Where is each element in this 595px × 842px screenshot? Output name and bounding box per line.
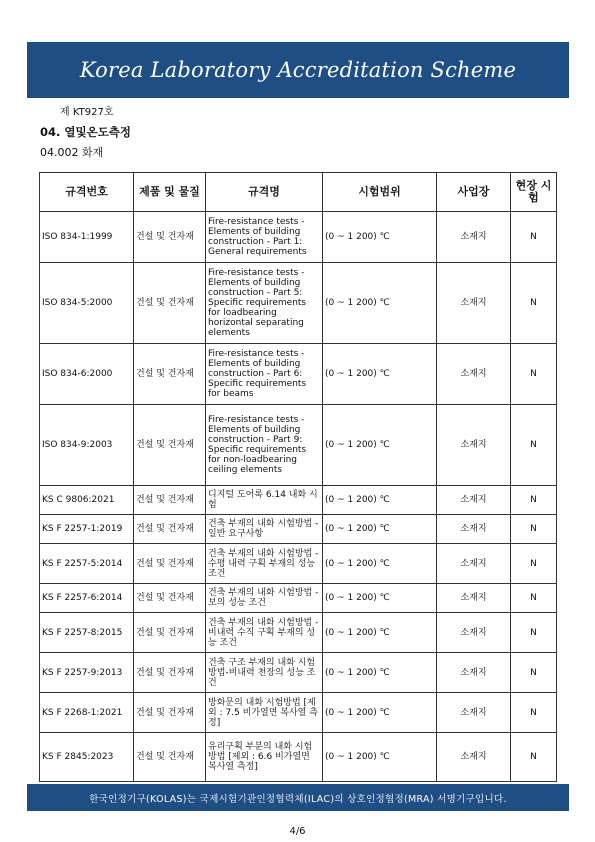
cell-site: 소재지 xyxy=(437,693,511,733)
column-header-site: 사업장 xyxy=(437,173,511,212)
column-header-standard: 규격번호 xyxy=(40,173,134,212)
cell-standard-name: 건축 부재의 내화 시험방법 -보의 성능 조건 xyxy=(206,584,323,613)
footer-text: 한국인정기구(KOLAS)는 국제시험기관인정협력체(ILAC)의 상호인정협정(MRA) 서명기구입니다. xyxy=(89,793,507,805)
table-row xyxy=(40,263,557,344)
cell-site: 소재지 xyxy=(437,405,511,486)
cell-site: 소재지 xyxy=(437,263,511,344)
cell-site: 소재지 xyxy=(437,613,511,653)
cell-onsite: N xyxy=(511,584,557,613)
cell-product: 건설 및 건자재 xyxy=(134,584,206,613)
cell-test-range: (0 ~ 1 200) ℃ xyxy=(323,405,437,486)
cell-standard: ISO 834-1:1999 xyxy=(40,212,134,263)
cell-test-range: (0 ~ 1 200) ℃ xyxy=(323,515,437,544)
table-row xyxy=(40,613,557,653)
cell-standard: KS F 2257-5:2014 xyxy=(40,544,134,584)
column-header-product: 제품 및 물질 xyxy=(134,173,206,212)
cell-test-range: (0 ~ 1 200) ℃ xyxy=(323,212,437,263)
cell-standard-name: Fire-resistance tests - Elements of building construction - Part 1: General requirements xyxy=(206,212,323,263)
cell-standard-name: 디지털 도어록 6.14 내화 시험 xyxy=(206,486,323,515)
cell-site: 소재지 xyxy=(437,515,511,544)
table-header-row xyxy=(40,173,557,212)
cell-onsite: N xyxy=(511,263,557,344)
cell-product: 건설 및 건자재 xyxy=(134,344,206,405)
cell-test-range: (0 ~ 1 200) ℃ xyxy=(323,486,437,515)
cell-test-range: (0 ~ 1 200) ℃ xyxy=(323,584,437,613)
cell-standard-name: Fire-resistance tests - Elements of building construction - Part 6: Specific requirements for beams xyxy=(206,344,323,405)
cell-test-range: (0 ~ 1 200) ℃ xyxy=(323,653,437,693)
cell-product: 건설 및 건자재 xyxy=(134,733,206,782)
cell-site: 소재지 xyxy=(437,544,511,584)
footer-banner xyxy=(27,784,569,811)
cell-standard: KS F 2257-1:2019 xyxy=(40,515,134,544)
table-row xyxy=(40,733,557,782)
cell-standard: KS F 2257-9:2013 xyxy=(40,653,134,693)
cell-site: 소재지 xyxy=(437,584,511,613)
cell-onsite: N xyxy=(511,693,557,733)
cell-standard: KS C 9806:2021 xyxy=(40,486,134,515)
cell-site: 소재지 xyxy=(437,733,511,782)
cell-product: 건설 및 건자재 xyxy=(134,613,206,653)
cell-test-range: (0 ~ 1 200) ℃ xyxy=(323,344,437,405)
column-header-onsite: 현장 시험 xyxy=(511,173,557,212)
cell-onsite: N xyxy=(511,405,557,486)
table-row xyxy=(40,405,557,486)
cell-onsite: N xyxy=(511,515,557,544)
cell-onsite: N xyxy=(511,733,557,782)
cell-onsite: N xyxy=(511,486,557,515)
cell-standard-name: 건축 구조 부재의 내화 시험방법-비내력 천장의 성능 조건 xyxy=(206,653,323,693)
cell-standard: KS F 2845:2023 xyxy=(40,733,134,782)
cell-standard: KS F 2257-6:2014 xyxy=(40,584,134,613)
column-header-name: 규격명 xyxy=(206,173,323,212)
header-banner xyxy=(27,42,569,98)
table-row xyxy=(40,344,557,405)
cell-product: 건설 및 건자재 xyxy=(134,544,206,584)
table-body xyxy=(40,212,557,782)
cell-standard: KS F 2257-8:2015 xyxy=(40,613,134,653)
cell-test-range: (0 ~ 1 200) ℃ xyxy=(323,544,437,584)
cell-product: 건설 및 건자재 xyxy=(134,653,206,693)
column-header-range: 시험범위 xyxy=(323,173,437,212)
cell-standard-name: 건축 부재의 내화 시험방법 -수평 내력 구획 부재의 성능 조건 xyxy=(206,544,323,584)
cell-standard-name: 방화문의 내화 시험방법 [제외 : 7.5 비가열면 복사열 측정] xyxy=(206,693,323,733)
cell-onsite: N xyxy=(511,653,557,693)
table-row xyxy=(40,653,557,693)
cell-standard-name: Fire-resistance tests - Elements of building construction - Part 5: Specific requirements for loadbearing horizontal separating elements xyxy=(206,263,323,344)
cell-standard: ISO 834-9:2003 xyxy=(40,405,134,486)
section-title: 04. 열및온도측정 xyxy=(40,125,132,139)
table-row xyxy=(40,212,557,263)
cell-site: 소재지 xyxy=(437,212,511,263)
cell-product: 건설 및 건자재 xyxy=(134,515,206,544)
table-row xyxy=(40,693,557,733)
accreditation-table xyxy=(39,172,557,782)
cell-test-range: (0 ~ 1 200) ℃ xyxy=(323,263,437,344)
cell-site: 소재지 xyxy=(437,486,511,515)
cell-standard-name: 유리구획 부분의 내화 시험방법 [제외 : 6.6 비가열면 복사열 측정] xyxy=(206,733,323,782)
cell-standard: ISO 834-6:2000 xyxy=(40,344,134,405)
cell-site: 소재지 xyxy=(437,653,511,693)
table-row xyxy=(40,584,557,613)
header-title: Korea Laboratory Accreditation Scheme xyxy=(79,58,517,82)
cell-standard: KS F 2268-1:2021 xyxy=(40,693,134,733)
cell-test-range: (0 ~ 1 200) ℃ xyxy=(323,693,437,733)
cell-onsite: N xyxy=(511,613,557,653)
section-subtitle: 04.002 화재 xyxy=(40,146,104,159)
table-row xyxy=(40,515,557,544)
cell-onsite: N xyxy=(511,544,557,584)
cell-product: 건설 및 건자재 xyxy=(134,693,206,733)
cell-site: 소재지 xyxy=(437,344,511,405)
document-number: 제 KT927호 xyxy=(60,107,114,118)
cell-product: 건설 및 건자재 xyxy=(134,405,206,486)
table-row xyxy=(40,486,557,515)
cell-test-range: (0 ~ 1 200) ℃ xyxy=(323,733,437,782)
page-number: 4/6 xyxy=(289,826,306,837)
table-row xyxy=(40,544,557,584)
cell-standard-name: 건축 부재의 내화 시험방법 -일반 요구사항 xyxy=(206,515,323,544)
cell-test-range: (0 ~ 1 200) ℃ xyxy=(323,613,437,653)
cell-standard-name: Fire-resistance tests - Elements of building construction - Part 9: Specific requirements for non-loadbearing ceiling elements xyxy=(206,405,323,486)
cell-product: 건설 및 건자재 xyxy=(134,486,206,515)
cell-onsite: N xyxy=(511,344,557,405)
cell-standard: ISO 834-5:2000 xyxy=(40,263,134,344)
cell-standard-name: 건축 부재의 내화 시험방법 -비내력 수직 구획 부재의 성능 조건 xyxy=(206,613,323,653)
cell-product: 건설 및 건자재 xyxy=(134,212,206,263)
cell-onsite: N xyxy=(511,212,557,263)
cell-product: 건설 및 건자재 xyxy=(134,263,206,344)
